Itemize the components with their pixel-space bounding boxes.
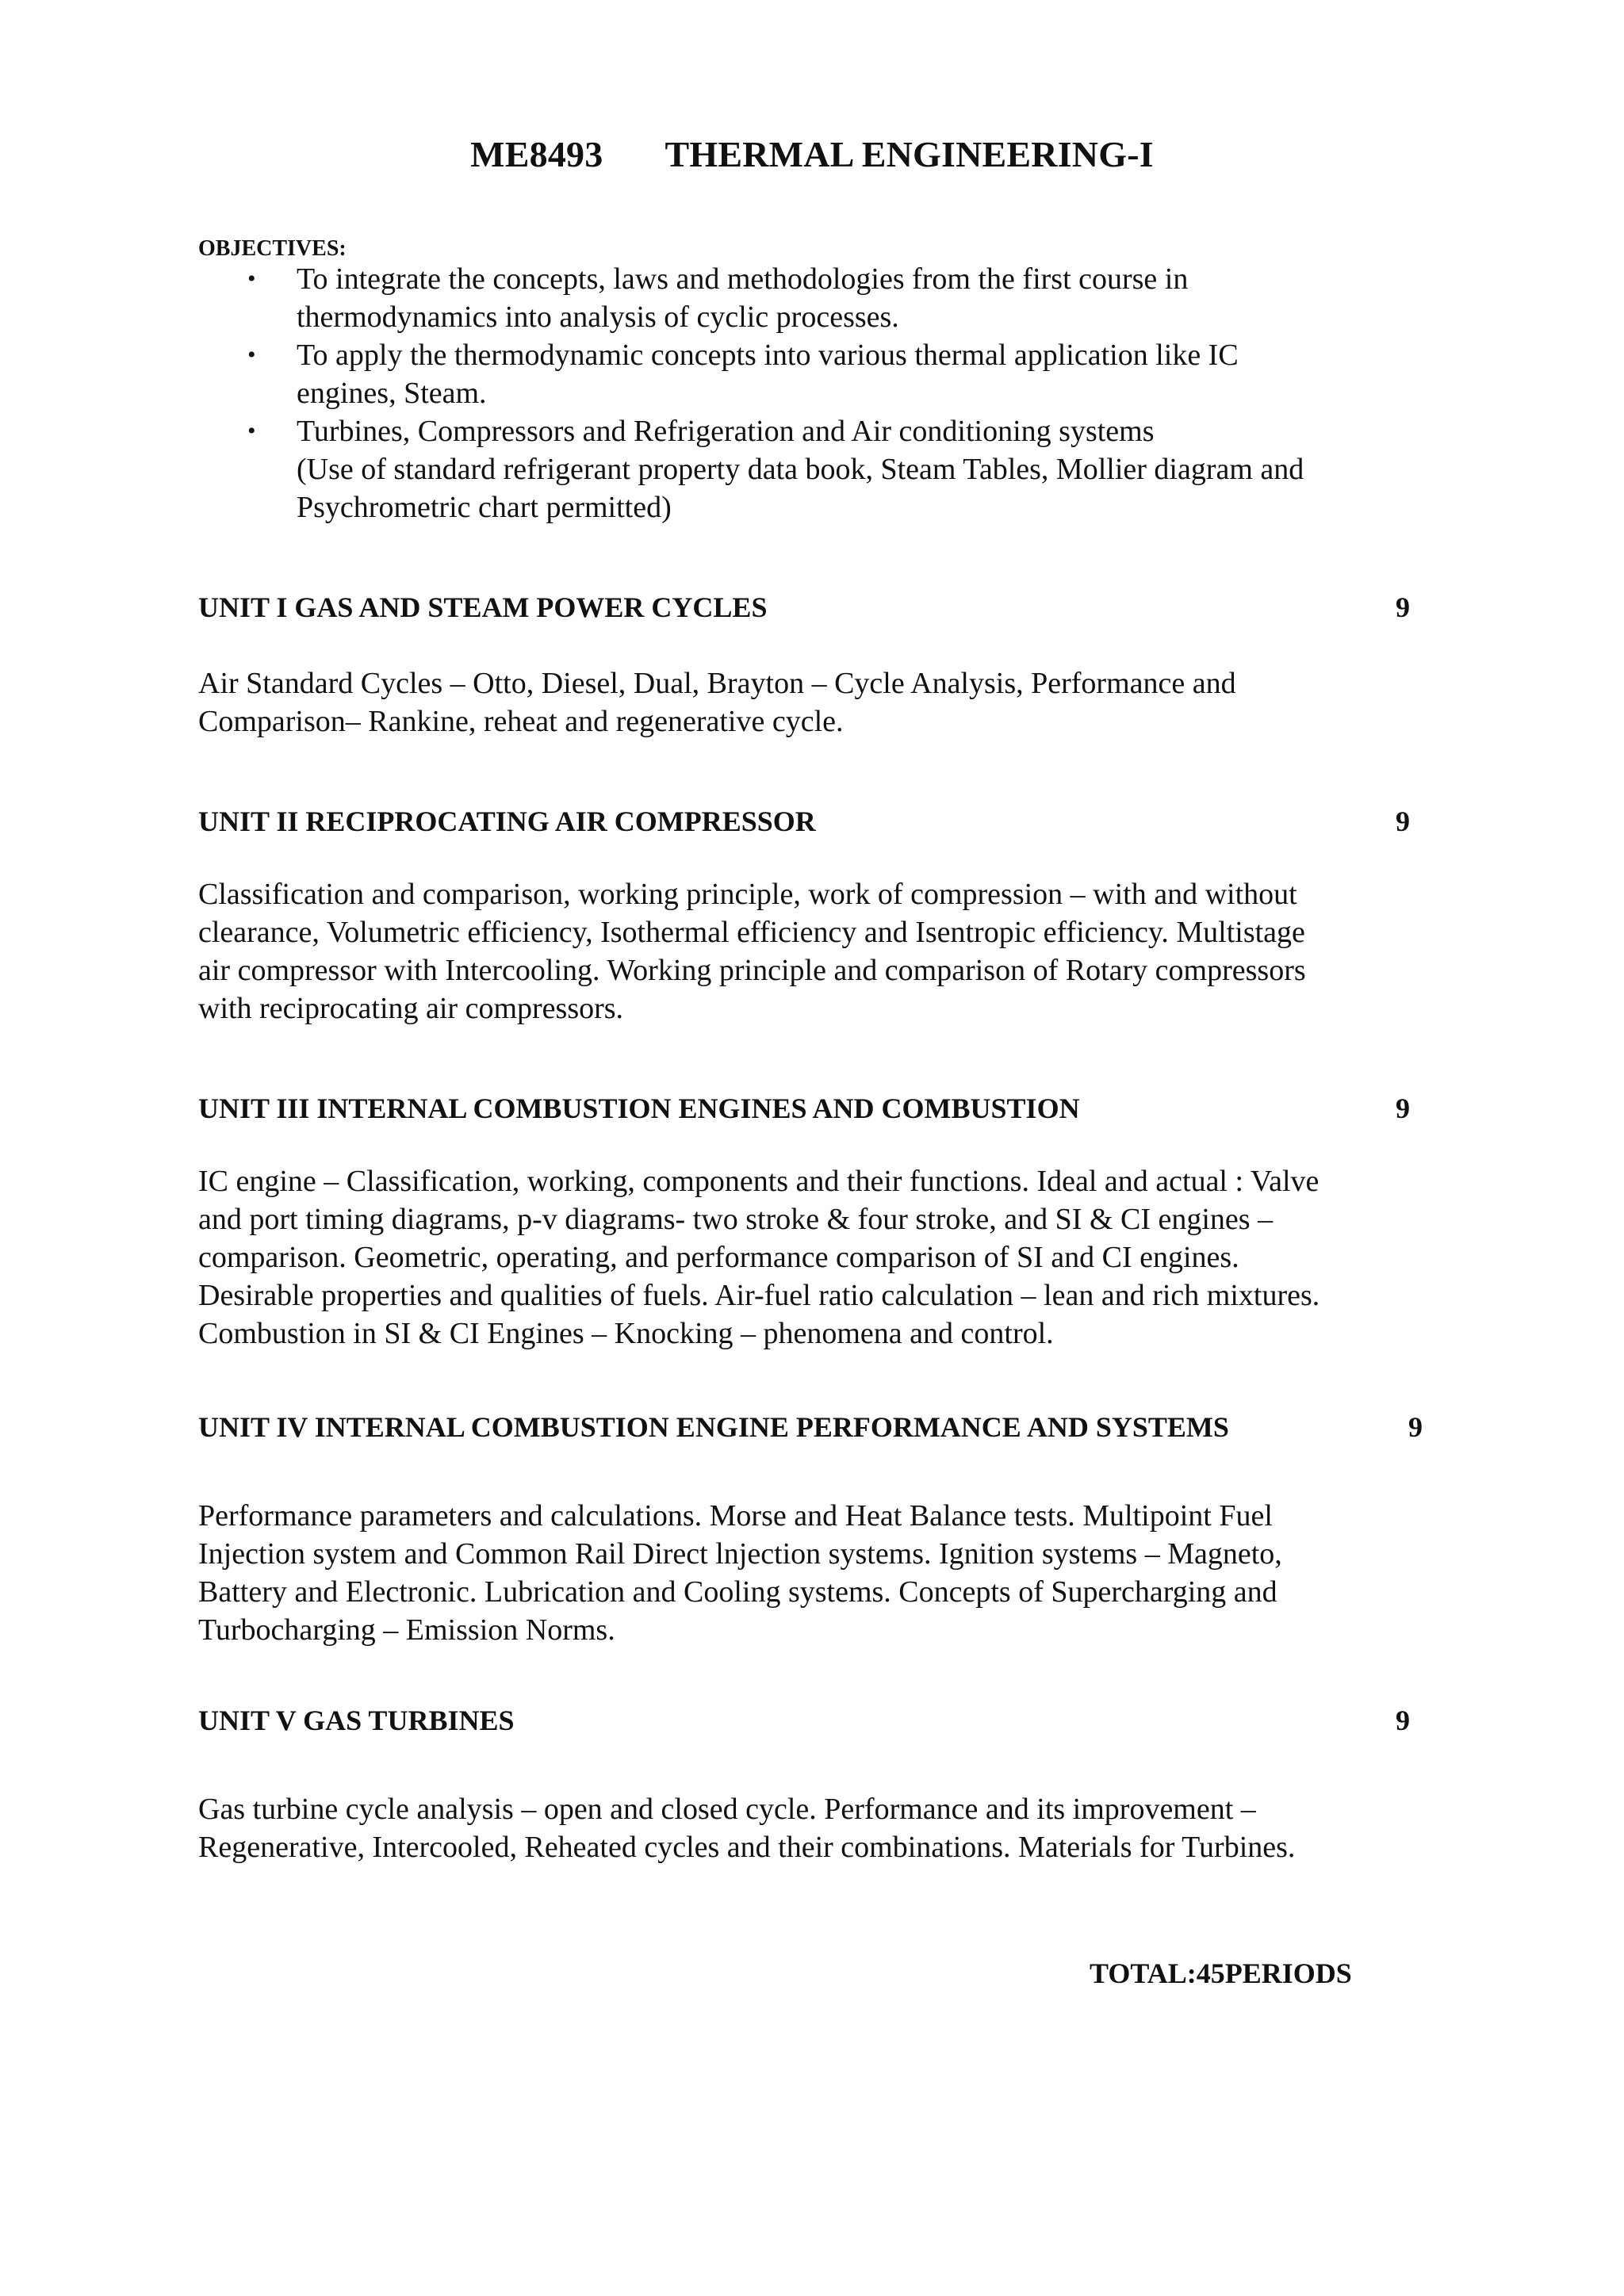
unit-3-body bbox=[198, 1162, 1435, 1353]
unit-body-line: Air Standard Cycles – Otto, Diesel, Dual, Brayton – Cycle Analysis, Performance and bbox=[198, 667, 1236, 700]
unit-body-line: and port timing diagrams, p-v diagrams- two stroke & four stroke, and SI & CI engines – bbox=[198, 1203, 1274, 1236]
bullet-icon: • bbox=[247, 342, 256, 368]
unit-1-heading bbox=[198, 588, 1410, 626]
unit-4-heading bbox=[198, 1408, 1423, 1446]
unit-body-line: air compressor with Intercooling. Working principle and comparison of Rotary compressors bbox=[198, 954, 1306, 987]
unit-body-line: Regenerative, Intercooled, Reheated cycles and their combinations. Materials for Turbines. bbox=[198, 1831, 1296, 1864]
unit-hours: 9 bbox=[1396, 806, 1410, 837]
unit-body-line: clearance, Volumetric efficiency, Isothermal efficiency and Isentropic efficiency. Multistage bbox=[198, 916, 1305, 949]
objective-line: thermodynamics into analysis of cyclic processes. bbox=[297, 300, 899, 334]
unit-heading-text: UNIT V GAS TURBINES bbox=[198, 1705, 515, 1736]
objective-line: (Use of standard refrigerant property data book, Steam Tables, Mollier diagram and bbox=[297, 453, 1304, 486]
unit-body-line: Combustion in SI & CI Engines – Knocking – phenomena and control. bbox=[198, 1317, 1054, 1350]
objective-line: To integrate the concepts, laws and methodologies from the first course in bbox=[297, 262, 1189, 296]
objectives-list bbox=[198, 260, 1435, 526]
objective-line: Turbines, Compressors and Refrigeration and Air conditioning systems bbox=[297, 415, 1155, 448]
unit-heading-text: UNIT IV INTERNAL COMBUSTION ENGINE PERFORMANCE AND SYSTEMS bbox=[198, 1411, 1229, 1443]
objectives-label: OBJECTIVES: bbox=[198, 236, 347, 261]
unit-1-body bbox=[198, 664, 1435, 740]
course-title bbox=[0, 133, 1624, 175]
course-name: THERMAL ENGINEERING-I bbox=[665, 134, 1154, 174]
course-code: ME8493 bbox=[470, 134, 603, 174]
unit-body-line: Classification and comparison, working principle, work of compression – with and without bbox=[198, 878, 1297, 911]
unit-5-body bbox=[198, 1790, 1435, 1866]
unit-5-heading bbox=[198, 1701, 1410, 1739]
unit-body-line: Gas turbine cycle analysis – open and closed cycle. Performance and its improvement – bbox=[198, 1793, 1256, 1826]
unit-3-heading bbox=[198, 1089, 1410, 1127]
unit-body-line: Desirable properties and qualities of fuels. Air-fuel ratio calculation – lean and rich mixtures. bbox=[198, 1279, 1320, 1312]
unit-body-line: IC engine – Classification, working, components and their functions. Ideal and actual : Valve bbox=[198, 1165, 1320, 1198]
unit-body-line: Injection system and Common Rail Direct lnjection systems. Ignition systems – Magneto, bbox=[198, 1537, 1282, 1571]
objective-line: Psychrometric chart permitted) bbox=[297, 491, 672, 524]
unit-body-line: comparison. Geometric, operating, and performance comparison of SI and CI engines. bbox=[198, 1241, 1239, 1274]
unit-hours: 9 bbox=[1408, 1411, 1423, 1443]
unit-2-body bbox=[198, 875, 1435, 1027]
unit-body-line: Comparison– Rankine, reheat and regenerative cycle. bbox=[198, 705, 844, 738]
bullet-icon: • bbox=[247, 266, 256, 292]
objective-line: engines, Steam. bbox=[297, 377, 487, 410]
unit-body-line: Turbocharging – Emission Norms. bbox=[198, 1613, 615, 1647]
objective-item bbox=[198, 412, 1435, 526]
unit-heading-text: UNIT I GAS AND STEAM POWER CYCLES bbox=[198, 591, 768, 623]
objective-line: To apply the thermodynamic concepts into various thermal application like IC bbox=[297, 339, 1239, 372]
unit-hours: 9 bbox=[1396, 591, 1410, 623]
unit-heading-text: UNIT II RECIPROCATING AIR COMPRESSOR bbox=[198, 806, 816, 837]
unit-4-body bbox=[198, 1497, 1435, 1649]
total-periods: TOTAL:45PERIODS bbox=[1090, 1957, 1352, 1989]
unit-hours: 9 bbox=[1396, 1705, 1410, 1736]
objective-item bbox=[198, 336, 1435, 412]
unit-hours: 9 bbox=[1396, 1093, 1410, 1124]
unit-2-heading bbox=[198, 802, 1410, 840]
unit-body-line: Battery and Electronic. Lubrication and Cooling systems. Concepts of Supercharging and bbox=[198, 1575, 1277, 1609]
unit-body-line: Performance parameters and calculations. Morse and Heat Balance tests. Multipoint Fuel bbox=[198, 1499, 1273, 1533]
unit-body-line: with reciprocating air compressors. bbox=[198, 992, 624, 1025]
unit-heading-text: UNIT III INTERNAL COMBUSTION ENGINES AND COMBUSTION bbox=[198, 1093, 1080, 1124]
bullet-icon: • bbox=[247, 418, 256, 444]
objective-item bbox=[198, 260, 1435, 336]
